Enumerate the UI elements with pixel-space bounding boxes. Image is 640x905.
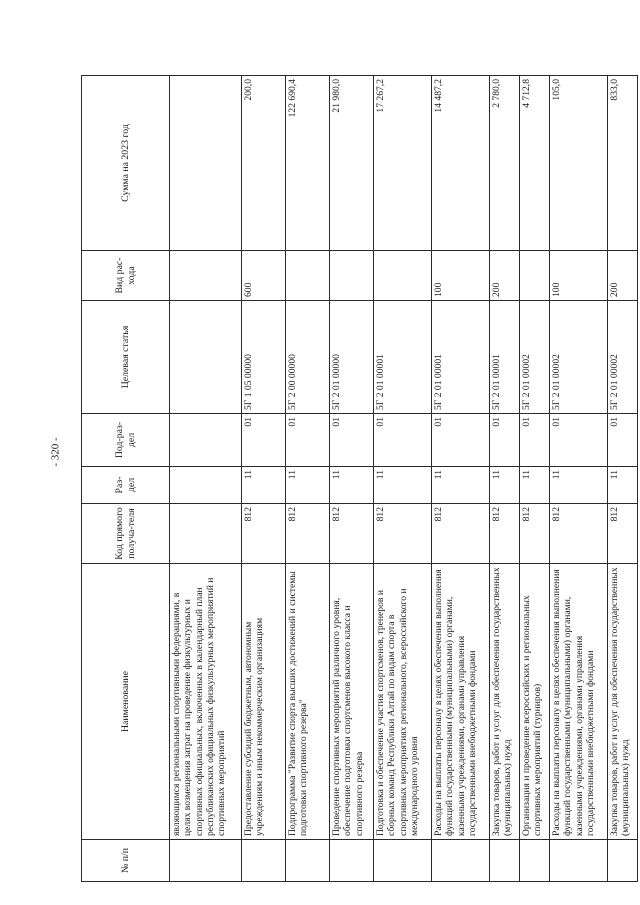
row-num-cell — [242, 840, 286, 882]
row-recipient-code-cell: 812 — [520, 504, 550, 564]
row-target-article-cell — [170, 301, 242, 414]
row-name-cell: Подготовка и обеспечение участия спортсменов, тренеров и сборных команд Республики Алтай по видам спорта в спортивных мероприятиях регионального, всероссийского и международного уровня — [374, 564, 432, 840]
row-name-cell: Организация и проведение всероссийских и региональных спортивных мероприятий (турниров) — [520, 564, 550, 840]
row-num-cell — [490, 840, 520, 882]
row-sum-cell: 105,0 — [550, 76, 608, 251]
table-row — [490, 76, 520, 882]
row-name-cell: Проведение спортивных мероприятий различного уровня, обеспечение подготовки спортсменов высокого класса и спортивного резерва — [330, 564, 374, 840]
row-subsection-cell: 01 — [286, 414, 330, 467]
page-number — [44, 432, 68, 472]
row-target-article-cell: 5Г 2 01 00002 — [608, 301, 638, 414]
row-num-cell — [608, 840, 638, 882]
header-subsection: Под-раз-дел — [82, 414, 170, 467]
row-num-cell — [520, 840, 550, 882]
header-target-article: Целевая статья — [82, 301, 170, 414]
header-section: Раз-дел — [82, 467, 170, 504]
row-name-cell: являющимся региональными спортивными федерациями, в целях возмещения затрат на проведение физкультурных и спортивных официальных, включенных в календарный план республиканских официальных физкультурных мероприятий и спортивных мероприятий — [170, 564, 242, 840]
budget-table-container — [81, 76, 632, 882]
row-expense-type-cell — [520, 251, 550, 301]
row-subsection-cell: 01 — [374, 414, 432, 467]
row-recipient-code-cell: 812 — [550, 504, 608, 564]
budget-table — [81, 75, 638, 882]
row-target-article-cell: 5Г 1 05 00000 — [242, 301, 286, 414]
row-expense-type-cell — [286, 251, 330, 301]
row-num-cell — [374, 840, 432, 882]
table-row — [550, 76, 608, 882]
row-expense-type-cell: 100 — [550, 251, 608, 301]
table-row — [608, 76, 638, 882]
row-expense-type-cell: 200 — [608, 251, 638, 301]
row-subsection-cell — [170, 414, 242, 467]
table-row — [374, 76, 432, 882]
table-header — [82, 76, 170, 882]
row-section-cell: 11 — [374, 467, 432, 504]
row-name-cell: Подпрограмма "Развитие спорта высших достижений и системы подготовки спортивного резерва" — [286, 564, 330, 840]
row-subsection-cell: 01 — [608, 414, 638, 467]
row-subsection-cell: 01 — [490, 414, 520, 467]
row-section-cell — [170, 467, 242, 504]
row-section-cell: 11 — [286, 467, 330, 504]
row-recipient-code-cell: 812 — [286, 504, 330, 564]
row-num-cell — [432, 840, 490, 882]
header-sum-2023: Сумма на 2023 год — [82, 76, 170, 251]
row-target-article-cell: 5Г 2 01 00001 — [374, 301, 432, 414]
row-target-article-cell: 5Г 2 00 00000 — [286, 301, 330, 414]
row-sum-cell: 122 690,4 — [286, 76, 330, 251]
table-row — [170, 76, 242, 882]
row-subsection-cell: 01 — [520, 414, 550, 467]
row-recipient-code-cell: 812 — [374, 504, 432, 564]
row-section-cell: 11 — [242, 467, 286, 504]
header-name: Наименование — [82, 564, 170, 840]
row-target-article-cell: 5Г 2 01 00002 — [550, 301, 608, 414]
row-expense-type-cell: 200 — [490, 251, 520, 301]
row-recipient-code-cell: 812 — [432, 504, 490, 564]
row-recipient-code-cell: 812 — [608, 504, 638, 564]
row-subsection-cell: 01 — [242, 414, 286, 467]
row-section-cell: 11 — [330, 467, 374, 504]
row-recipient-code-cell: 812 — [330, 504, 374, 564]
row-recipient-code-cell — [170, 504, 242, 564]
row-section-cell: 11 — [432, 467, 490, 504]
table-row — [330, 76, 374, 882]
row-num-cell — [550, 840, 608, 882]
row-section-cell: 11 — [608, 467, 638, 504]
header-expense-type: Вид рас-хода — [82, 251, 170, 301]
row-subsection-cell: 01 — [432, 414, 490, 467]
table-row — [520, 76, 550, 882]
page-number-text: - 320 - — [50, 437, 63, 467]
row-num-cell — [330, 840, 374, 882]
row-target-article-cell: 5Г 2 01 00001 — [432, 301, 490, 414]
row-section-cell: 11 — [490, 467, 520, 504]
table-row — [432, 76, 490, 882]
row-sum-cell: 4 712,8 — [520, 76, 550, 251]
row-expense-type-cell: 100 — [432, 251, 490, 301]
row-sum-cell: 200,0 — [242, 76, 286, 251]
row-name-cell: Предоставление субсидий бюджетным, автономным учреждениям и иным некоммерческим организациям — [242, 564, 286, 840]
row-target-article-cell: 5Г 2 01 00002 — [520, 301, 550, 414]
row-target-article-cell: 5Г 2 01 00000 — [330, 301, 374, 414]
row-name-cell: Закупка товаров, работ и услуг для обеспечения государственных (муниципальных) нужд — [490, 564, 520, 840]
row-sum-cell: 14 487,2 — [432, 76, 490, 251]
row-num-cell — [286, 840, 330, 882]
header-recipient-code: Код прямого получа-теля — [82, 504, 170, 564]
row-sum-cell: 21 980,0 — [330, 76, 374, 251]
header-num: № п/п — [82, 840, 170, 882]
row-subsection-cell: 01 — [550, 414, 608, 467]
row-sum-cell — [170, 76, 242, 251]
row-sum-cell: 2 780,0 — [490, 76, 520, 251]
table-body — [170, 76, 638, 882]
row-sum-cell: 833,0 — [608, 76, 638, 251]
row-num-cell — [170, 840, 242, 882]
row-expense-type-cell: 600 — [242, 251, 286, 301]
row-section-cell: 11 — [550, 467, 608, 504]
row-name-cell: Расходы на выплаты персоналу в целях обеспечения выполнения функций государственными (муниципальными) органами, казенными учреждениями, органами управления государственными внебюджетными фондами — [550, 564, 608, 840]
table-row — [242, 76, 286, 882]
row-expense-type-cell — [374, 251, 432, 301]
row-sum-cell: 17 267,2 — [374, 76, 432, 251]
row-name-cell: Расходы на выплаты персоналу в целях обеспечения выполнения функций государственными (муниципальными) органами, казенными учреждениями, органами управления государственными внебюджетными фондами — [432, 564, 490, 840]
row-recipient-code-cell: 812 — [242, 504, 286, 564]
row-target-article-cell: 5Г 2 01 00001 — [490, 301, 520, 414]
row-name-cell: Закупка товаров, работ и услуг для обеспечения государственных (муниципальных) нужд — [608, 564, 638, 840]
row-section-cell: 11 — [520, 467, 550, 504]
row-subsection-cell: 01 — [330, 414, 374, 467]
row-recipient-code-cell: 812 — [490, 504, 520, 564]
table-row — [286, 76, 330, 882]
row-expense-type-cell — [170, 251, 242, 301]
row-expense-type-cell — [330, 251, 374, 301]
